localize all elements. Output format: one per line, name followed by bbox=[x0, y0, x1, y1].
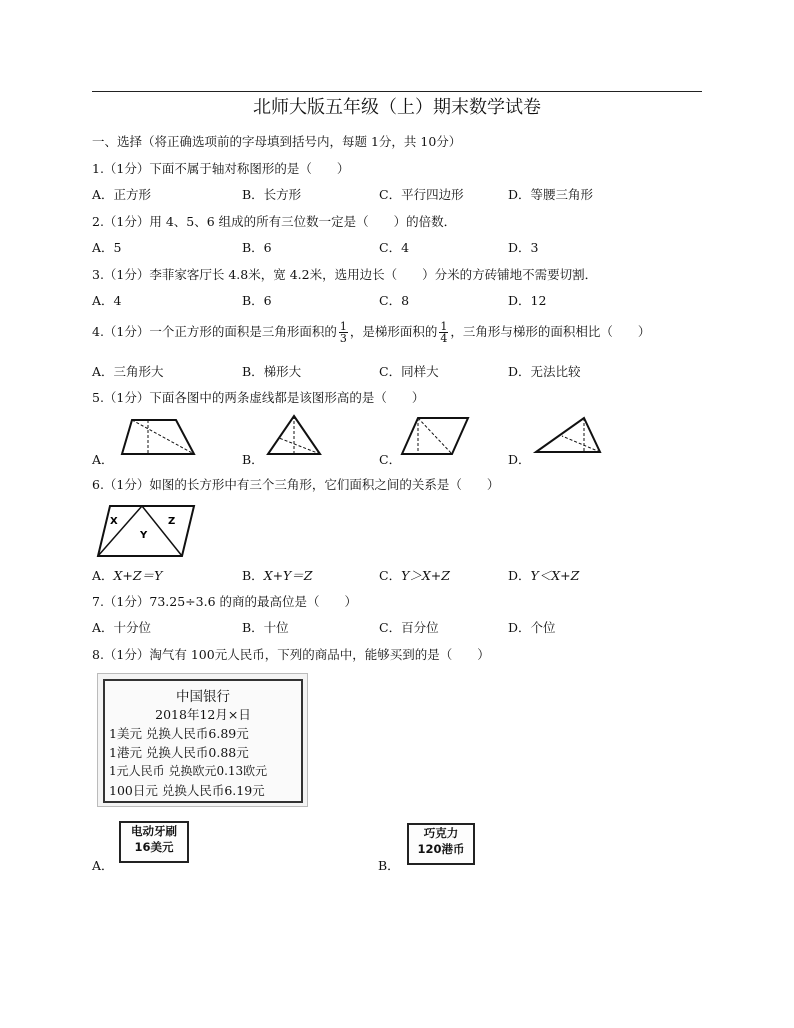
exchange-rate-notice bbox=[97, 673, 308, 807]
fraction-numerator: 1 bbox=[339, 320, 347, 333]
q6-option-d[interactable] bbox=[508, 566, 579, 584]
question-6-stem: 6.（1分）如图的长方形中有三个三角形，它们面积之间的关系是（ ） bbox=[92, 477, 500, 492]
q5-option-b[interactable]: B． bbox=[242, 452, 264, 467]
option-letter: B． bbox=[242, 568, 264, 583]
q4-option-c[interactable]: C．同样大 bbox=[379, 364, 439, 379]
product-tag-toothbrush[interactable] bbox=[119, 821, 189, 863]
rate-hkd: 1港元 兑换人民币0.88元 bbox=[109, 745, 249, 760]
q7-option-c[interactable]: C．百分位 bbox=[379, 620, 439, 635]
option-letter: D． bbox=[508, 568, 531, 583]
fraction-numerator: 1 bbox=[440, 320, 448, 333]
option-expression: X+Z＝Y bbox=[113, 568, 163, 583]
q8-option-a[interactable]: A． bbox=[92, 858, 114, 873]
q4-option-b[interactable]: B．梯形大 bbox=[242, 364, 302, 379]
bank-name: 中国银行 bbox=[176, 689, 230, 705]
q7-option-b[interactable]: B．十位 bbox=[242, 620, 289, 635]
q1-option-a[interactable]: A．正方形 bbox=[92, 187, 152, 202]
triangle-label-x: X bbox=[110, 516, 118, 527]
fraction-denominator: 4 bbox=[440, 332, 448, 345]
q2-option-c[interactable]: C．4 bbox=[379, 240, 410, 255]
rate-jpy: 100日元 兑换人民币6.19元 bbox=[109, 783, 265, 798]
option-expression: X+Y＝Z bbox=[263, 568, 313, 583]
q7-option-d[interactable]: D．个位 bbox=[508, 620, 556, 635]
q3-option-d[interactable]: D．12 bbox=[508, 293, 547, 308]
q5-figure-b-triangle bbox=[264, 412, 324, 460]
q3-option-a[interactable]: A．4 bbox=[92, 293, 122, 308]
q3-option-c[interactable]: C．8 bbox=[379, 293, 410, 308]
q4-stem-part-b: ，是梯形面积的 bbox=[349, 324, 438, 339]
question-2-stem: 2.（1分）用 4、5、6 组成的所有三位数一定是（ ）的倍数． bbox=[92, 214, 457, 229]
option-expression: Y＜X+Z bbox=[530, 568, 580, 583]
option-expression: Y＞X+Z bbox=[401, 568, 450, 583]
question-4-stem bbox=[92, 318, 650, 346]
q4-option-a[interactable]: A．三角形大 bbox=[92, 364, 164, 379]
rate-usd: 1美元 兑换人民币6.89元 bbox=[109, 726, 249, 741]
option-letter: A． bbox=[92, 568, 114, 583]
q5-figure-a-trapezoid bbox=[118, 414, 198, 460]
q6-option-b[interactable] bbox=[242, 566, 313, 584]
question-1-stem: 1.（1分）下面不属于轴对称图形的是（ ） bbox=[92, 161, 350, 176]
triangle-label-y: Y bbox=[140, 530, 148, 541]
q2-option-b[interactable]: B．6 bbox=[242, 240, 272, 255]
q5-option-a[interactable]: A． bbox=[92, 452, 114, 467]
triangle-label-z: Z bbox=[168, 516, 176, 527]
q2-option-a[interactable]: A．5 bbox=[92, 240, 122, 255]
q5-option-d[interactable]: D． bbox=[508, 452, 531, 467]
product-name: 电动牙刷 bbox=[131, 824, 177, 838]
question-7-stem: 7.（1分）73.25÷3.6 的商的最高位是（ ） bbox=[92, 594, 357, 609]
product-tag-chocolate[interactable] bbox=[407, 823, 475, 865]
q6-option-c[interactable] bbox=[379, 566, 450, 584]
fraction-one-third bbox=[339, 321, 348, 344]
question-8-stem: 8.（1分）淘气有 100元人民币，下列的商品中，能够买到的是（ ） bbox=[92, 647, 490, 662]
q4-stem-part-c: ，三角形与梯形的面积相比（ ） bbox=[450, 324, 651, 339]
product-name: 巧克力 bbox=[423, 826, 459, 840]
option-letter: C． bbox=[379, 568, 402, 583]
exchange-rate-card bbox=[103, 679, 303, 803]
q5-option-c[interactable]: C． bbox=[379, 452, 402, 467]
question-5-stem: 5.（1分）下面各图中的两条虚线都是该图形高的是（ ） bbox=[92, 390, 425, 405]
page-title: 北师大版五年级（上）期末数学试卷 bbox=[253, 97, 541, 118]
rate-eur: 1元人民币 兑换欧元0.13欧元 bbox=[109, 764, 268, 778]
product-price: 16美元 bbox=[134, 840, 174, 854]
q7-option-a[interactable]: A．十分位 bbox=[92, 620, 152, 635]
q4-stem-part-a: 4.（1分）一个正方形的面积是三角形面积的 bbox=[92, 324, 337, 339]
notice-date: 2018年12月×日 bbox=[155, 707, 251, 722]
q1-option-b[interactable]: B．长方形 bbox=[242, 187, 302, 202]
top-rule bbox=[92, 91, 702, 92]
q3-option-b[interactable]: B．6 bbox=[242, 293, 272, 308]
fraction-denominator: 3 bbox=[339, 332, 347, 345]
q6-figure-rectangle-triangles bbox=[96, 502, 198, 560]
q1-option-c[interactable]: C．平行四边形 bbox=[379, 187, 464, 202]
q6-option-a[interactable] bbox=[92, 566, 162, 584]
q8-option-b[interactable]: B． bbox=[378, 858, 400, 873]
q4-option-d[interactable]: D．无法比较 bbox=[508, 364, 581, 379]
q5-figure-c-parallelogram bbox=[400, 414, 472, 460]
q1-option-d[interactable]: D．等腰三角形 bbox=[508, 187, 594, 202]
section-heading: 一、选择（将正确选项前的字母填到括号内，每题 1分，共 10分） bbox=[92, 134, 462, 149]
q5-figure-d-obtuse-triangle bbox=[532, 414, 604, 454]
fraction-one-fourth bbox=[439, 321, 448, 344]
q2-option-d[interactable]: D．3 bbox=[508, 240, 539, 255]
question-3-stem: 3.（1分）李菲家客厅长 4.8米，宽 4.2米，选用边长（ ）分米的方砖铺地不需要切割． bbox=[92, 267, 598, 282]
product-price: 120港币 bbox=[417, 842, 465, 856]
